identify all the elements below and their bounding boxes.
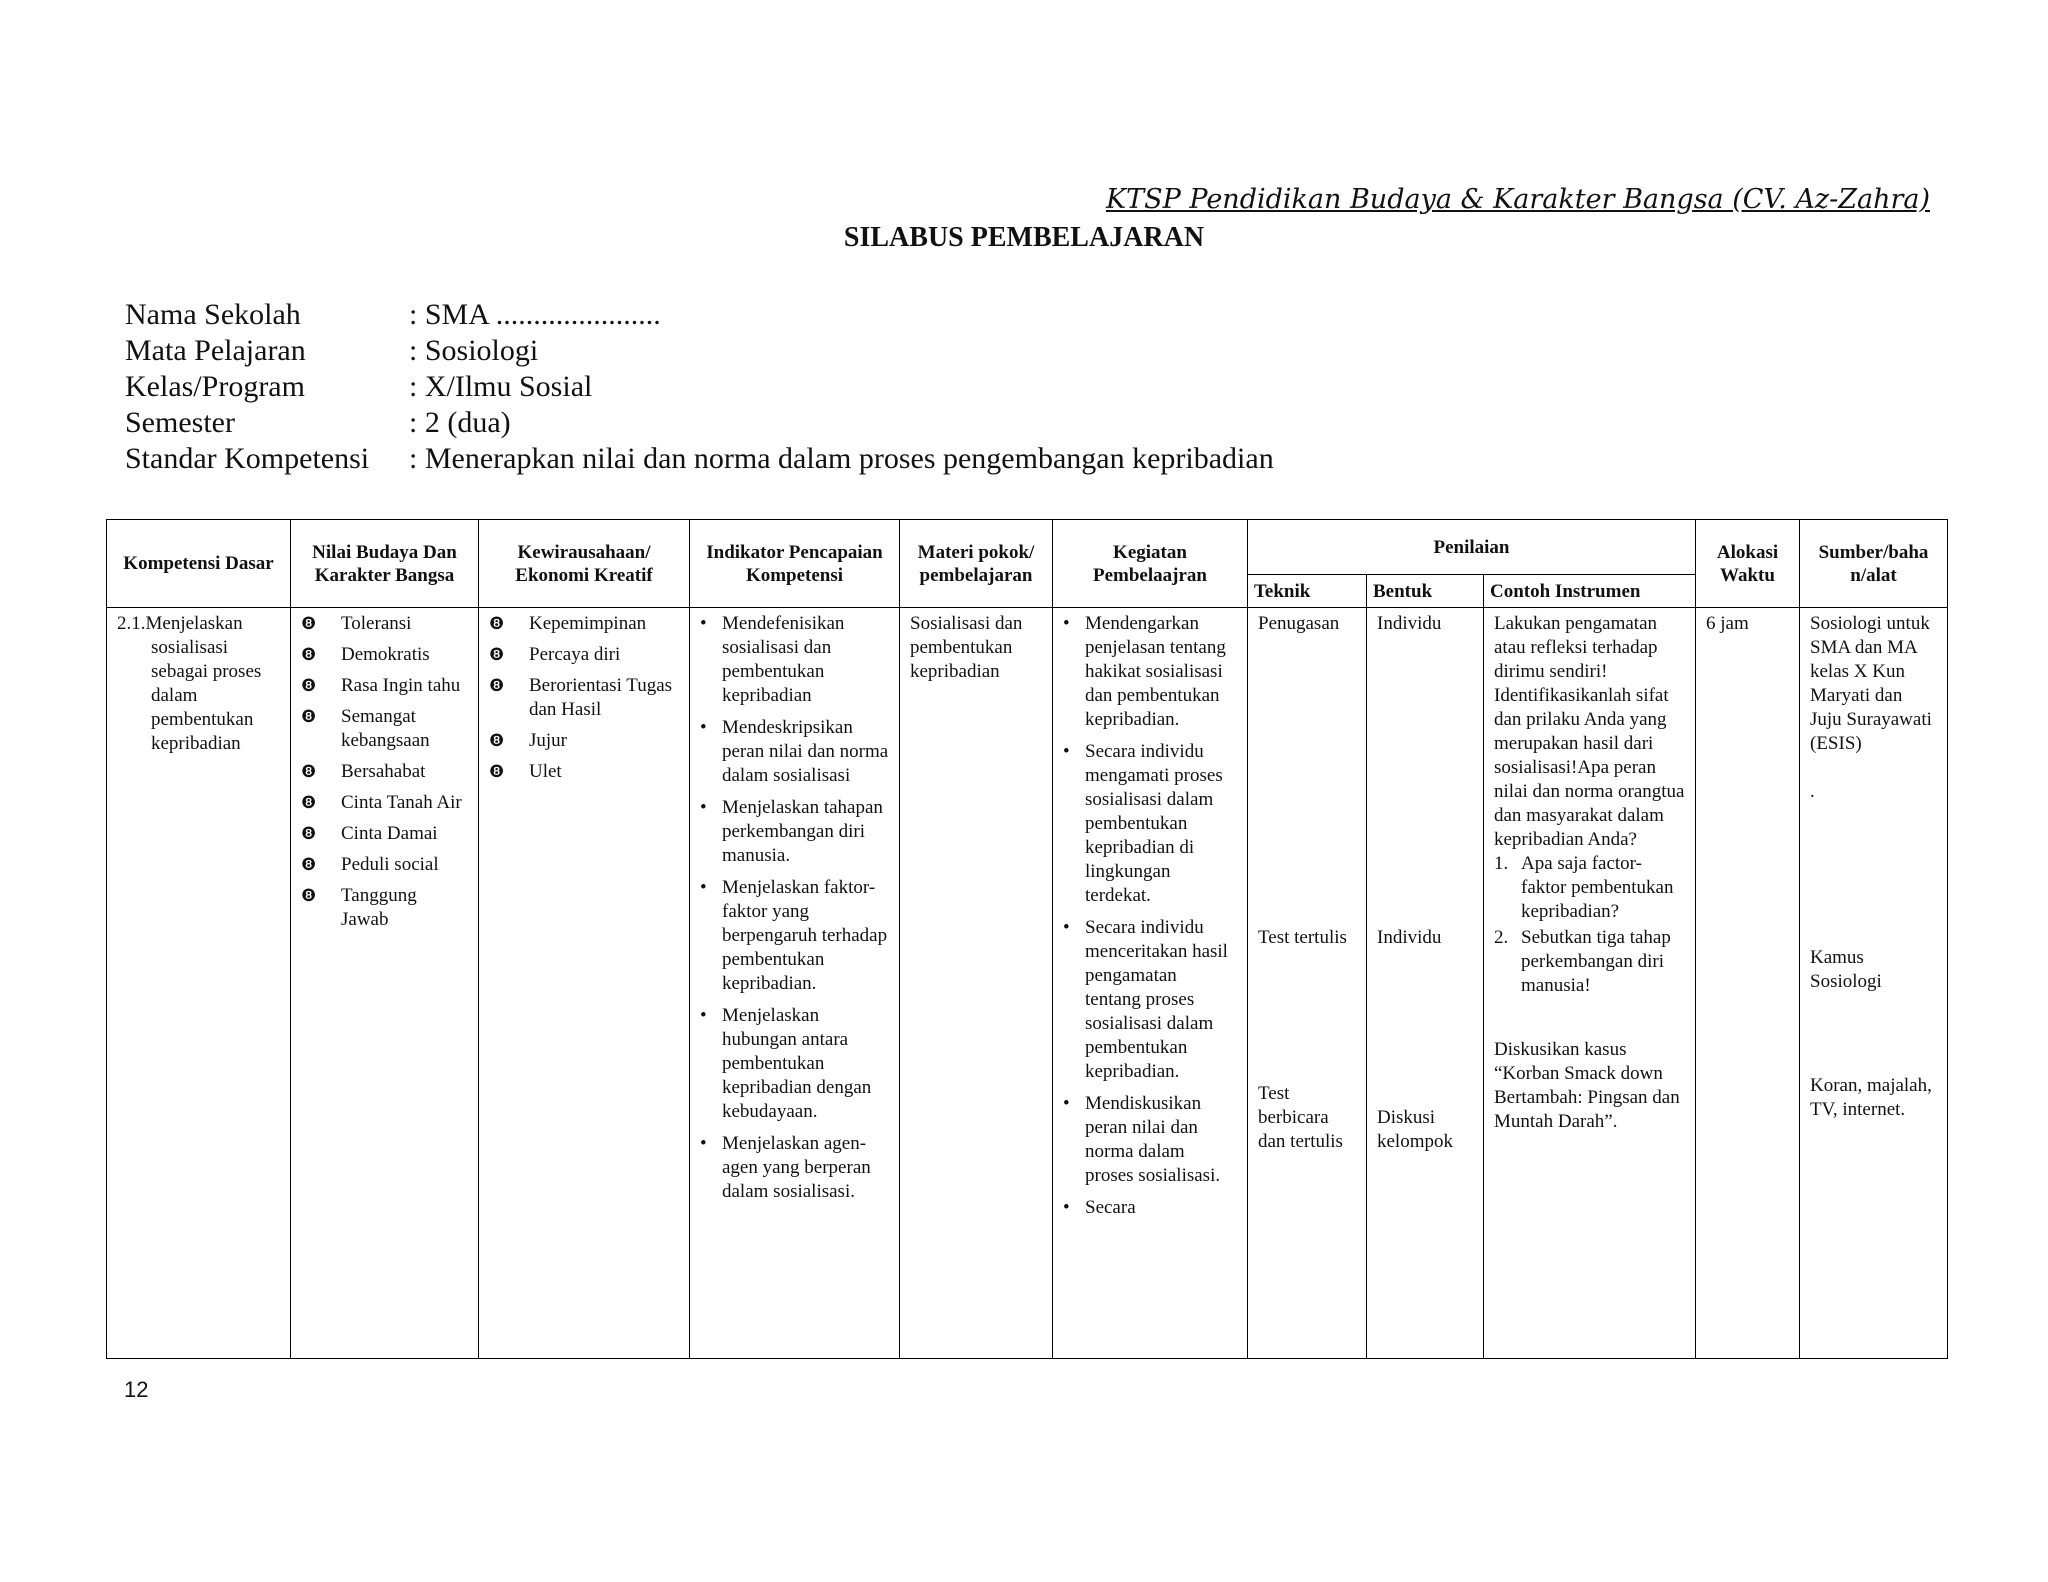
cell-kompetensi-dasar [107,608,291,1359]
list-item-text: Mendeskripsikan peran nilai dan norma dalam sosialisasi [722,717,889,786]
cell-sumber [1800,608,1948,1359]
bullet-icon: ❽ [489,762,505,781]
bullet-icon: ❽ [301,676,317,695]
bullet-icon: ❽ [301,886,317,905]
list-item-text: Semangat kebangsaan [341,706,430,751]
header-teknik: Teknik [1248,575,1367,608]
bullet-icon: • [700,797,707,818]
cell-contoh-instrumen [1484,608,1696,1359]
list-item [489,760,679,784]
list-item [301,612,468,636]
header-kompetensi-dasar: Kompetensi Dasar [107,520,291,608]
cell-kegiatan [1053,608,1248,1359]
cell-materi [900,608,1053,1359]
header-kegiatan: Kegiatan Pembelaajran [1053,520,1248,608]
info-value: : Menerapkan nilai dan norma dalam proses pengembangan kepribadian [409,442,1274,475]
list-item-text: Tanggung Jawab [341,885,417,930]
header-bentuk: Bentuk [1367,575,1484,608]
sumber-2: . [1810,781,1815,802]
bullet-icon: • [1063,1197,1070,1218]
cell-nilai-budaya [291,608,479,1359]
list-item-text: Sebutkan tiga tahap perkembangan diri manusia! [1521,927,1671,996]
list-item-text: Secara [1085,1197,1136,1218]
document-header: KTSP Pendidikan Budaya & Karakter Bangsa (CV. Az-Zahra) [1105,184,1930,215]
kegiatan-list [1063,612,1237,1220]
bullet-icon: • [700,613,707,634]
list-item-text: Ulet [529,761,562,782]
bullet-icon: ❽ [301,762,317,781]
list-item-text: Cinta Damai [341,823,438,844]
list-item-text: Menjelaskan hubungan antara pembentukan kepribadian dengan kebudayaan. [722,1005,872,1122]
list-item-text: Demokratis [341,644,430,665]
list-item [489,643,679,667]
bullet-icon: ❽ [301,645,317,664]
contoh-text-1: Lakukan pengamatan atau refleksi terhadap dirimu sendiri! Identifikasikanlah sifat dan prilaku Anda yang merupakan hasil dari sosialisasi!Apa peran nilai dan norma orangtua dan masyarakat dalam kepribadian Anda? [1494,613,1685,850]
bullet-icon: ❽ [489,731,505,750]
sumber-4: Koran, majalah, TV, internet. [1810,1075,1932,1120]
contoh-text-3: Diskusikan kasus “Korban Smack down Bertambah: Pingsan dan Muntah Darah”. [1494,1039,1680,1132]
list-item [301,884,468,932]
list-item [301,853,468,877]
contoh-numbered-list [1494,852,1685,998]
info-label: Semester [125,406,235,439]
kompetensi-dasar-text: 2.1.Menjelaskan sosialisasi sebagai proses dalam pembentukan kepribadian [117,613,262,754]
list-item [1063,740,1237,908]
list-item [489,612,679,636]
list-item-text: Mendengarkan penjelasan tentang hakikat sosialisasi dan pembentukan kepribadian. [1085,613,1226,730]
cell-indikator [690,608,900,1359]
list-item-text: Menjelaskan agen-agen yang berperan dalam sosialisasi. [722,1133,871,1202]
cell-bentuk [1367,608,1484,1359]
header-nilai-budaya: Nilai Budaya Dan Karakter Bangsa [291,520,479,608]
info-row-class [125,369,1274,405]
list-item [1063,612,1237,732]
list-item-text: Menjelaskan tahapan perkembangan diri manusia. [722,797,883,866]
list-item-text: Rasa Ingin tahu [341,675,461,696]
list-item [1494,926,1685,998]
bullet-icon: ❽ [301,793,317,812]
list-item [700,612,889,708]
info-row-school [125,297,1274,333]
teknik-2: Test tertulis [1258,927,1347,948]
list-item-text: Jujur [529,730,567,751]
list-item-text: Cinta Tanah Air [341,792,462,813]
list-item [1063,1092,1237,1188]
header-kewirausahaan: Kewirausahaan/ Ekonomi Kreatif [479,520,690,608]
bullet-icon: • [700,1133,707,1154]
list-number: 1. [1494,853,1509,874]
list-item [301,705,468,753]
header-alokasi: Alokasi Waktu [1696,520,1800,608]
sumber-3: Kamus Sosiologi [1810,947,1882,992]
list-item [700,796,889,868]
info-row-subject [125,333,1274,369]
bullet-icon: ❽ [301,614,317,633]
list-item-text: Secara individu menceritakan hasil pengamatan tentang proses sosialisasi dalam pembentukan kepribadian. [1085,917,1228,1082]
list-item [489,729,679,753]
bullet-icon: • [1063,741,1070,762]
header-contoh: Contoh Instrumen [1484,575,1696,608]
bullet-icon: • [1063,1093,1070,1114]
bullet-icon: ❽ [489,614,505,633]
sumber-1: Sosiologi untuk SMA dan MA kelas X Kun Maryati dan Juju Surayawati (ESIS) [1810,613,1932,754]
list-item [700,876,889,996]
list-item-text: Mendiskusikan peran nilai dan norma dalam proses sosialisasi. [1085,1093,1221,1186]
list-item [301,674,468,698]
list-item-text: Menjelaskan faktor-faktor yang berpengaruh terhadap pembentukan kepribadian. [722,877,888,994]
list-item [700,1132,889,1204]
info-value: : Sosiologi [409,334,539,367]
nilai-budaya-list [301,612,468,932]
list-item [489,674,679,722]
syllabus-table [106,519,1948,1359]
list-item-text: Secara individu mengamati proses sosialisasi dalam pembentukan kepribadian di lingkungan terdekat. [1085,741,1223,906]
bullet-icon: ❽ [301,855,317,874]
info-label: Kelas/Program [125,370,305,403]
bullet-icon: • [1063,613,1070,634]
info-row-standard [125,441,1274,477]
kewirausahaan-list [489,612,679,784]
cell-kewirausahaan [479,608,690,1359]
bentuk-2: Individu [1377,927,1442,948]
list-item [301,822,468,846]
header-materi: Materi pokok/ pembelajaran [900,520,1053,608]
info-value: : 2 (dua) [409,406,511,439]
list-item [1063,916,1237,1084]
page-title: SILABUS PEMBELAJARAN [843,222,1205,253]
list-item [1063,1196,1237,1220]
info-label: Nama Sekolah [125,298,301,331]
header-penilaian: Penilaian [1248,520,1696,575]
bullet-icon: ❽ [489,676,505,695]
list-item-text: Apa saja factor-faktor pembentukan kepribadian? [1521,853,1674,922]
bentuk-3: Diskusi kelompok [1377,1107,1453,1152]
table-row [107,608,1948,1359]
bullet-icon: ❽ [301,707,317,726]
bullet-icon: ❽ [301,824,317,843]
list-item [301,791,468,815]
bullet-icon: • [1063,917,1070,938]
materi-text: Sosialisasi dan pembentukan kepribadian [910,613,1023,682]
list-item-text: Mendefenisikan sosialisasi dan pembentukan kepribadian [722,613,845,706]
header-sumber: Sumber/baha n/alat [1800,520,1948,608]
header-indikator: Indikator Pencapaian Kompetensi [690,520,900,608]
list-item [1494,852,1685,924]
teknik-1: Penugasan [1258,613,1340,634]
list-item [301,760,468,784]
list-item-text: Berorientasi Tugas dan Hasil [529,675,673,720]
list-number: 2. [1494,927,1509,948]
indikator-list [700,612,889,1204]
list-item-text: Peduli social [341,854,439,875]
teknik-3: Test berbicara dan tertulis [1258,1083,1343,1152]
list-item [700,716,889,788]
info-value: : SMA ...................... [409,298,661,331]
list-item-text: Bersahabat [341,761,426,782]
bentuk-1: Individu [1377,613,1442,634]
info-label: Standar Kompetensi [125,442,370,475]
alokasi-text: 6 jam [1706,613,1749,634]
info-value: : X/Ilmu Sosial [409,370,593,403]
bullet-icon: • [700,1005,707,1026]
bullet-icon: ❽ [489,645,505,664]
info-block [125,297,1274,477]
list-item-text: Kepemimpinan [529,613,647,634]
cell-teknik [1248,608,1367,1359]
bullet-icon: • [700,877,707,898]
list-item-text: Toleransi [341,613,412,634]
page-number: 12 [124,1377,149,1402]
info-label: Mata Pelajaran [125,334,306,367]
list-item [700,1004,889,1124]
cell-alokasi [1696,608,1800,1359]
info-row-semester [125,405,1274,441]
list-item [301,643,468,667]
list-item-text: Percaya diri [529,644,621,665]
bullet-icon: • [700,717,707,738]
